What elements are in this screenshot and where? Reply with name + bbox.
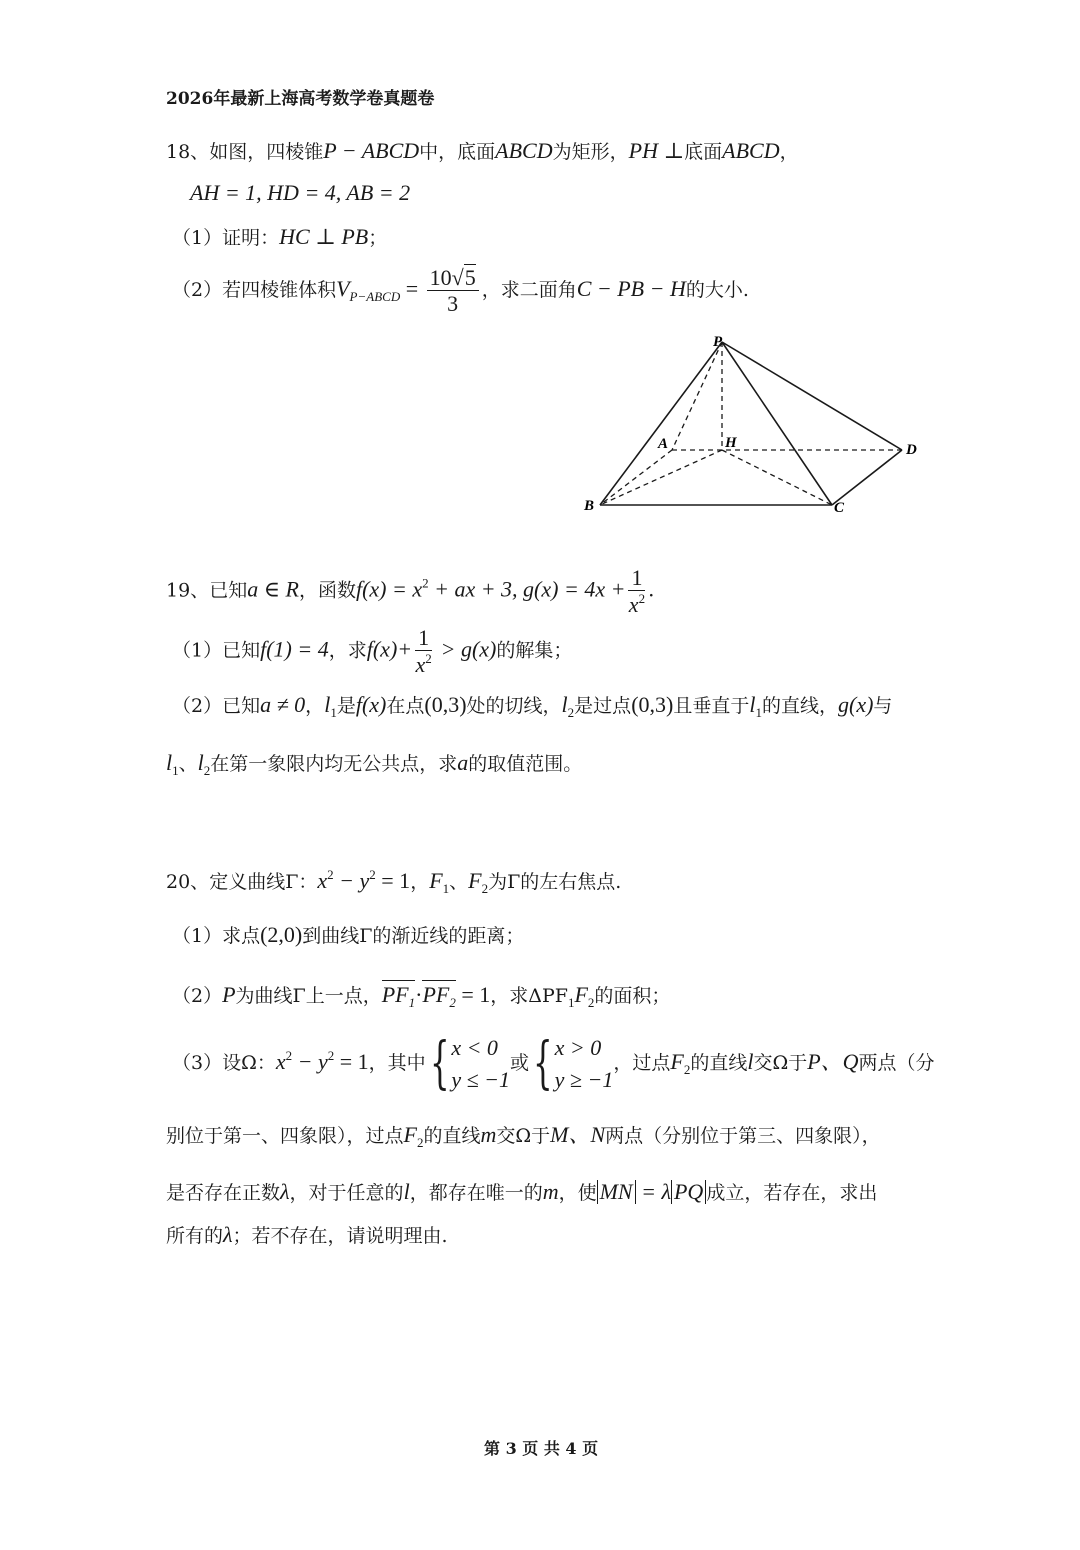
q18-line1: 18、如图，四棱锥P − ABCD中，底面ABCD为矩形，PH ⊥底面ABCD， <box>166 138 799 163</box>
edge-HC <box>722 450 832 505</box>
label-B: B <box>584 498 595 514</box>
label-C: C <box>834 500 845 516</box>
q18-part1: （1）证明：HC ⊥ PB； <box>172 224 388 249</box>
volume-fraction: $\frac{10√5}{3}$ <box>427 266 479 316</box>
edge-PA <box>672 342 722 450</box>
label-A: A <box>658 436 669 452</box>
pyramid-figure <box>570 330 930 520</box>
q18-part2: （2）若四棱锥体积$V_{P-ABCD}$ = $\frac{10√5}{3}$ ，求二面角C − PB − H的大小. <box>172 265 749 317</box>
q20-line1: 20、定义曲线Γ：$x^2 - y^2 = 1$，$F_1$、$F_2$为Γ的左右焦点. <box>166 867 622 896</box>
q19-part2-line1: （2）已知a ≠ 0，$l_1$是f(x)在点(0,3)处的切线，$l_2$是过点(0,3)且垂直于$l_1$的直线，g(x)与 <box>172 692 893 720</box>
page-footer: 第 3 页 共 4 页 <box>484 1439 599 1458</box>
label-D: D <box>906 442 917 458</box>
label-P: P <box>713 334 723 350</box>
q18-given: AH = 1, HD = 4, AB = 2 <box>190 180 411 205</box>
q20-part2: （2）P为曲线Γ上一点，$PF_1\cdot PF_2 = 1$，求$\Delta PF_1F_2$的面积； <box>172 982 671 1010</box>
edge-PC <box>722 342 832 505</box>
label-H: H <box>725 435 737 451</box>
edge-PB <box>600 342 722 505</box>
q20-part3-line4: 所有的λ；若不存在，请说明理由. <box>166 1222 448 1247</box>
edge-PD <box>722 342 902 450</box>
q19-part2-line2: $l_1$、$l_2$在第一象限内均无公共点，求a的取值范围。 <box>166 750 583 778</box>
q19-line1: 19、已知a ∈ R，函数$f(x) = x^2$ + ax + 3, g(x) = 4x + $\frac{1}{x^2}$ . <box>166 565 654 618</box>
q20-part3-line2: 别位于第一、四象限），过点$F_2$的直线m交Ω于M、N两点（分别位于第三、四象限）， <box>166 1122 881 1150</box>
page-header: 2026年最新上海高考数学卷真题卷 <box>166 89 435 109</box>
edge-CD <box>832 450 902 505</box>
q19-part1: （1）已知f(1) = 4，求f(x)+ $\frac{1}{x^2}$ > g(x)的解集； <box>172 625 573 678</box>
q20-part3-line1: （3）设Ω：$x^2 - y^2 = 1$，其中{ x < 0 y ≤ −1 或{ x > 0 y ≥ −1 ，过点$F_2$的直线l交Ω于P、Q两点（分 <box>172 1030 935 1096</box>
q20-part1: （1）求点(2,0)到曲线Γ的渐近线的距离； <box>172 922 525 947</box>
q20-part3-line3: 是否存在正数λ，对于任意的l，都存在唯一的m，使 MN = λ PQ 成立，若存在，求出 <box>166 1179 878 1204</box>
